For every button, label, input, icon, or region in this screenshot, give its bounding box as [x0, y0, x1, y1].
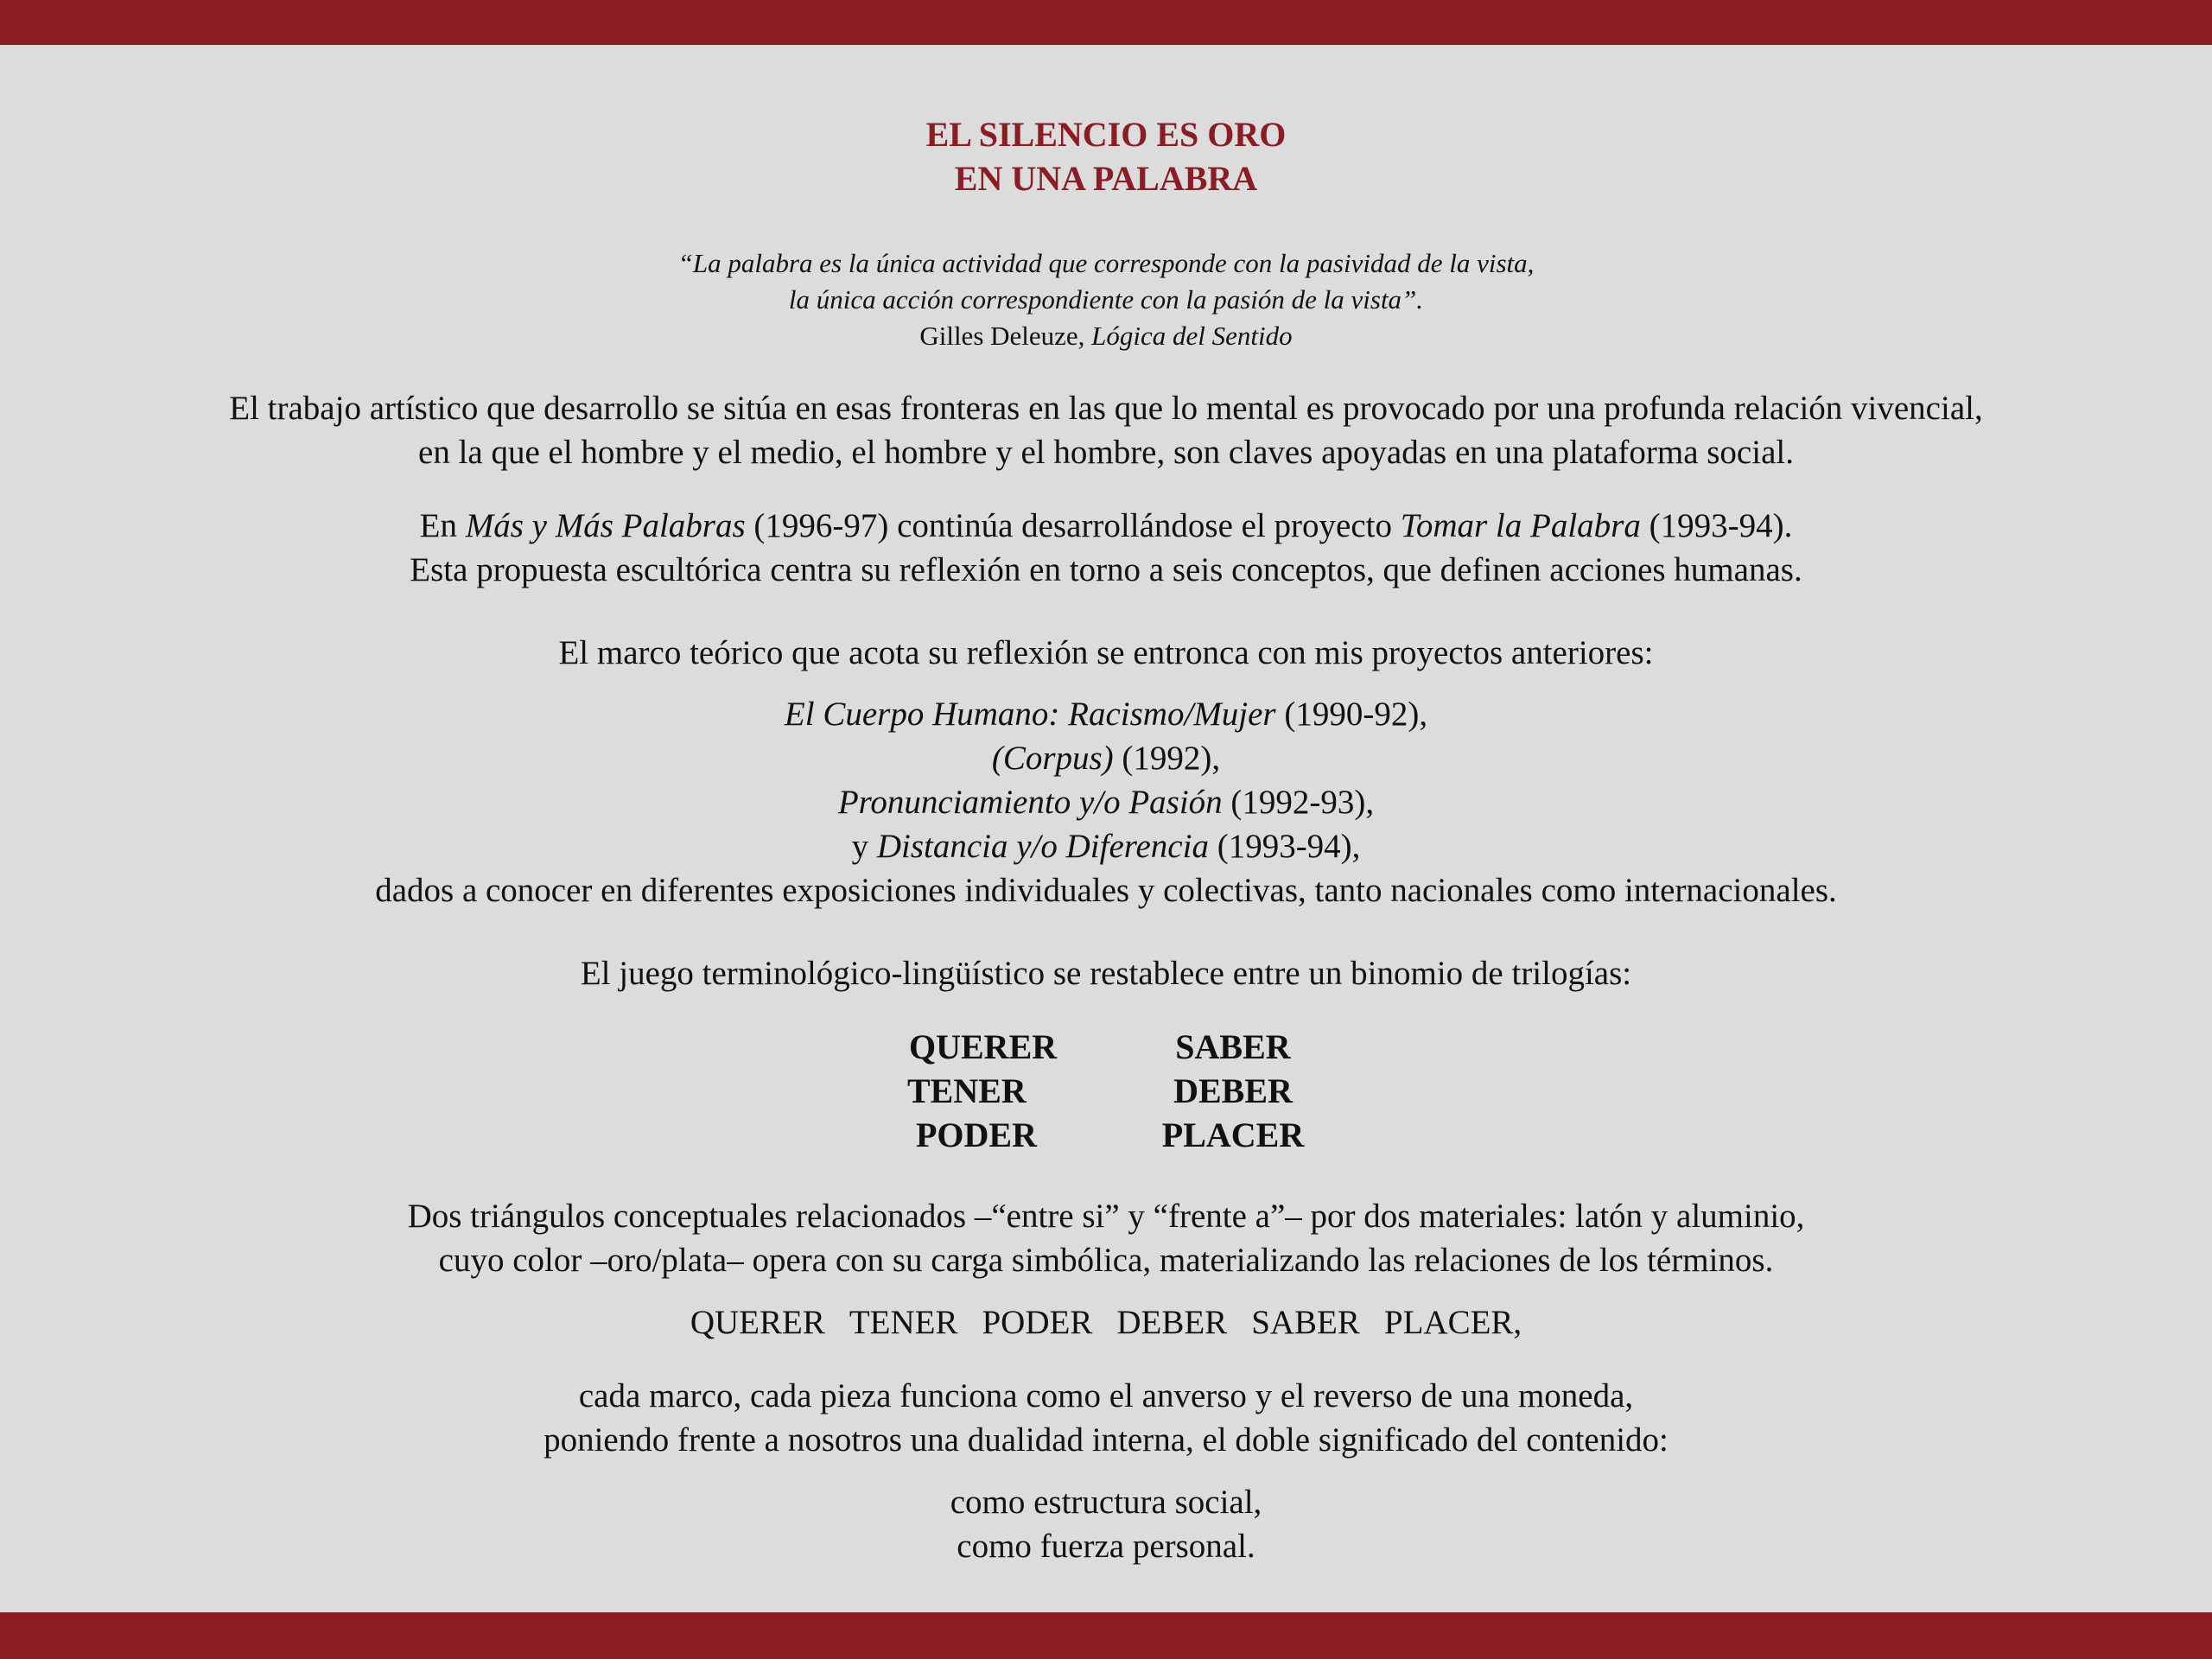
previous-works-list — [0, 692, 2212, 912]
trilogy-term: DEBER — [1173, 1071, 1293, 1110]
work-title: Distancia y/o Diferencia — [876, 828, 1209, 865]
paragraph-2-prefix: En — [419, 507, 466, 544]
work-title: Pronunciamiento y/o Pasión — [837, 784, 1223, 821]
quote-author: Gilles Deleuze, — [919, 321, 1092, 351]
paragraph-6-line-2: poniendo frente a nosotros una dualidad interna, el doble significado del contenido: — [543, 1421, 1669, 1459]
work-item — [0, 692, 2212, 736]
work-title-mas-palabras: Más y Más Palabras — [465, 507, 746, 544]
work-years: (1992), — [1113, 740, 1221, 777]
work-years: (1993-94), — [1208, 828, 1361, 865]
paragraph-1-line-2: en la que el hombre y el medio, el hombre y el hombre, son claves apoyadas en una plataforma social. — [418, 434, 1794, 471]
paragraph-1-line-1: El trabajo artístico que desarrollo se sitúa en esas fronteras en las que lo mental es provocado por una profunda relación vivencial, — [229, 390, 1983, 427]
verb: PLACER, — [1383, 1304, 1522, 1341]
quote-line-1: “La palabra es la única actividad que corresponde con la pasividad de la vista, — [677, 248, 1535, 278]
verbs-line — [0, 1300, 2212, 1344]
paragraph-4: El juego terminológico-lingüístico se restablece entre un binomio de trilogías: — [580, 955, 1632, 992]
trilogy-right — [1151, 1025, 1315, 1157]
paragraph-7-line-1: como estructura social, — [950, 1484, 1262, 1521]
trilogy-term: PLACER — [1161, 1116, 1305, 1154]
work-prefix: y — [851, 828, 877, 865]
paragraph-2-line-2: Esta propuesta escultórica centra su reflexión en torno a seis conceptos, que definen acciones humanas. — [410, 551, 1802, 588]
trilogy-term: SABER — [1175, 1027, 1291, 1066]
verb: QUERER — [690, 1304, 825, 1341]
work-item — [0, 736, 2212, 780]
verb: TENER — [849, 1304, 958, 1341]
document-title — [0, 112, 2212, 200]
work-title: El Cuerpo Humano: Racismo/Mujer — [784, 696, 1276, 733]
quote-attribution — [0, 318, 2212, 354]
verb: DEBER — [1116, 1304, 1228, 1341]
paragraph-5-line-1: Dos triángulos conceptuales relacionados –“entre si” y “frente a”– por dos materiales: latón y aluminio, — [407, 1198, 1805, 1235]
trilogy-term: PODER — [916, 1116, 1037, 1154]
works-closing: dados a conocer en diferentes exposiciones individuales y colectivas, tanto nacionales como internacionales. — [375, 872, 1837, 909]
verb: PODER — [982, 1304, 1093, 1341]
paragraph-5-line-2: cuyo color –oro/plata– opera con su carga simbólica, materializando las relaciones de los términos. — [438, 1242, 1774, 1279]
trilogy-left — [907, 1025, 1080, 1157]
bottom-accent-bar — [0, 1612, 2212, 1659]
paragraph-2-middle: (1996-97) continúa desarrollándose el proyecto — [745, 507, 1401, 544]
paragraph-5 — [0, 1194, 2212, 1282]
title-line-2: EN UNA PALABRA — [954, 159, 1258, 198]
work-title: (Corpus) — [991, 740, 1114, 777]
work-item — [0, 780, 2212, 824]
quote-source: Lógica del Sentido — [1091, 321, 1293, 351]
paragraph-2-line-1 — [0, 504, 2212, 548]
paragraph-2 — [0, 504, 2212, 592]
work-years: (1990-92), — [1275, 696, 1428, 733]
trilogy-term: TENER — [907, 1071, 1027, 1110]
paragraph-6 — [0, 1374, 2212, 1462]
work-item — [0, 824, 2212, 868]
paragraph-6-line-1: cada marco, cada pieza funciona como el anverso y el reverso de una moneda, — [578, 1377, 1634, 1414]
top-accent-bar — [0, 0, 2212, 45]
quote-line-2: la única acción correspondiente con la pasión de la vista”. — [788, 284, 1424, 315]
title-line-1: EL SILENCIO ES ORO — [925, 115, 1287, 154]
work-title-tomar-palabra: Tomar la Palabra — [1400, 507, 1641, 544]
paragraph-7-line-2: como fuerza personal. — [957, 1528, 1255, 1565]
verb: SABER — [1251, 1304, 1360, 1341]
work-years: (1992-93), — [1222, 784, 1375, 821]
trilogy-table — [907, 1025, 1313, 1163]
trilogy-term: QUERER — [909, 1027, 1058, 1066]
paragraph-1 — [0, 386, 2212, 474]
paragraph-3: El marco teórico que acota su reflexión se entronca con mis proyectos anteriores: — [558, 634, 1654, 671]
paragraph-2-suffix: (1993-94). — [1640, 507, 1793, 544]
paragraph-7 — [0, 1480, 2212, 1568]
epigraph-quote — [0, 245, 2212, 354]
